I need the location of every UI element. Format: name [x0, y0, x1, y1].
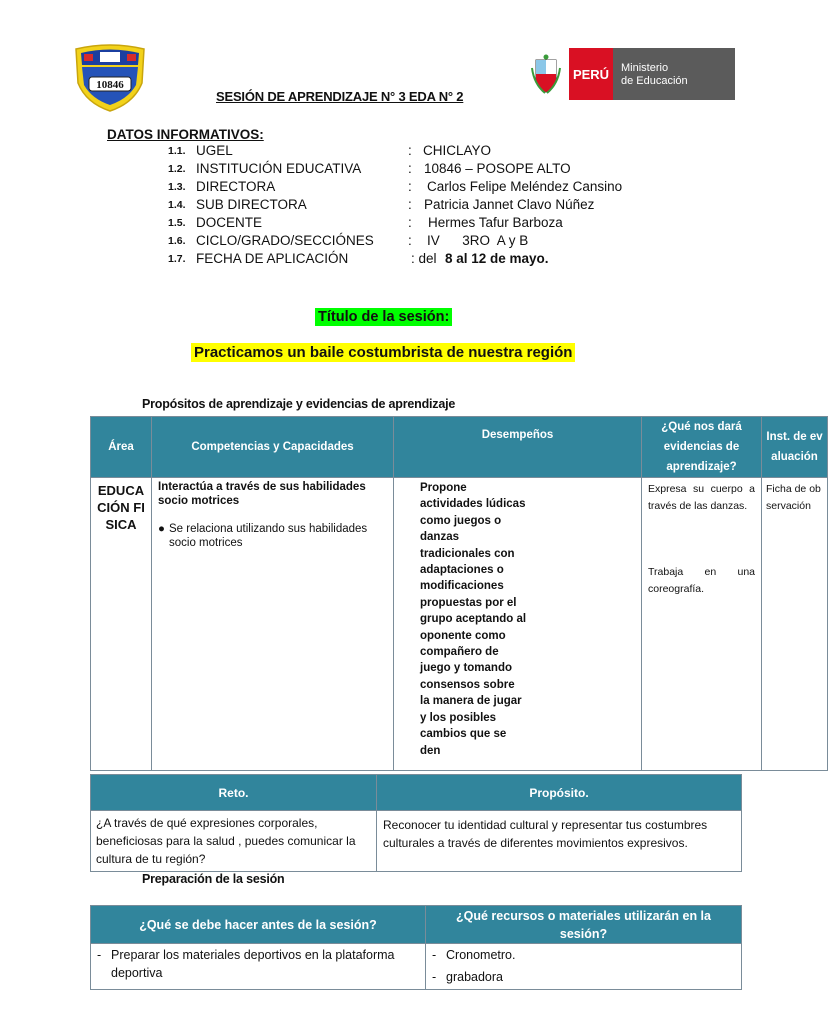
ministerio-line2: de Educación: [621, 75, 688, 87]
capacidad-item: [158, 522, 387, 550]
ministerio-line1: Ministerio: [621, 62, 669, 74]
ministerio-logo: [529, 48, 735, 100]
desempeno-line: den: [420, 744, 441, 757]
preparacion-label: Preparación de la sesión: [142, 872, 285, 886]
recurso-item: - grabadora: [432, 970, 503, 984]
info-label: SUB DIRECTORA: [196, 197, 307, 212]
info-num: 1.2.: [168, 163, 186, 175]
antes-cell: [91, 944, 426, 990]
proposito-header: Propósito.: [377, 775, 742, 811]
reto-table: [90, 774, 742, 872]
recursos-cell: [426, 944, 742, 990]
desempeno-line: juego y tomando: [420, 662, 512, 675]
desempeno-line: cambios que se: [420, 728, 507, 741]
info-value: Patricia Jannet Clavo Núñez: [424, 197, 595, 212]
capacidad-text: Se relaciona utilizando sus habilidades socio motrices: [169, 523, 368, 549]
competencia-cell: [152, 478, 394, 771]
school-logo: [72, 43, 148, 113]
info-colon: :: [408, 197, 412, 212]
info-value: Carlos Felipe Meléndez Cansino: [427, 179, 623, 194]
recurso-item-text: grabadora: [446, 970, 503, 984]
ministerio-name: [613, 48, 735, 100]
info-label: UGEL: [196, 143, 233, 158]
header-desempenos: Desempeños: [394, 417, 642, 478]
desempeno-cell: [394, 478, 642, 771]
info-colon: :: [408, 143, 412, 158]
peru-coat-of-arms-icon: [529, 48, 563, 100]
desempeno-line: consensos sobre: [420, 678, 515, 691]
desempeno-line: modificaciones: [420, 580, 504, 593]
antes-item: - Preparar los materiales deportivos en la plataforma deportiva: [97, 946, 419, 982]
antes-header: ¿Qué se debe hacer antes de la sesión?: [91, 906, 426, 944]
info-colon: :: [408, 161, 412, 176]
info-num: 1.7.: [168, 253, 186, 265]
session-title-label: Título de la sesión:: [315, 308, 452, 326]
info-value: 10846 – POSOPE ALTO: [424, 161, 571, 176]
desempeno-line: danzas: [420, 531, 459, 544]
instrumento-cell: Ficha de observación: [762, 478, 828, 771]
header-area: Área: [91, 417, 152, 478]
info-colon: :: [408, 233, 412, 248]
info-label: CICLO/GRADO/SECCIÓNES: [196, 233, 374, 248]
desempeno-line: adaptaciones o: [420, 564, 504, 577]
desempeno-line: y los posibles: [420, 711, 497, 724]
evidencia-2: Trabaja en una coreografía.: [648, 566, 755, 595]
desempeno-line: como juegos o: [420, 514, 502, 527]
propositos-table: [90, 416, 828, 771]
antes-item-text: Preparar los materiales deportivos en la plataforma deportiva: [111, 948, 395, 980]
info-num: 1.3.: [168, 181, 186, 193]
peru-label: PERÚ: [569, 48, 613, 100]
header-evidencias: ¿Qué nos dará evidencias de aprendizaje?: [642, 417, 762, 478]
info-colon: : del: [411, 251, 437, 266]
evidencias-cell: [642, 478, 762, 771]
datos-heading: DATOS INFORMATIVOS:: [107, 127, 264, 142]
recurso-item: - Cronometro.: [432, 948, 516, 962]
desempeno-line: la manera de jugar: [420, 695, 522, 708]
info-value: Hermes Tafur Barboza: [428, 215, 563, 230]
school-number: 10846: [96, 79, 124, 91]
header-competencias: Competencias y Capacidades: [152, 417, 394, 478]
info-label: INSTITUCIÓN EDUCATIVA: [196, 161, 362, 176]
info-label: DOCENTE: [196, 215, 263, 230]
info-num: 1.1.: [168, 145, 186, 157]
recursos-header: ¿Qué recursos o materiales utilizarán en la sesión?: [426, 906, 742, 944]
reto-text: ¿A través de qué expresiones corporales, beneficiosas para la salud , puedes comunicar la cultura de tu región?: [91, 811, 377, 872]
page-title: SESIÓN DE APRENDIZAJE N° 3 EDA N° 2: [216, 89, 464, 104]
preparacion-table: [90, 905, 742, 990]
header-instrumento: Inst. de evaluación: [762, 417, 828, 478]
info-colon: :: [408, 215, 412, 230]
evidencia-1: Expresa su cuerpo a través de las danzas.: [648, 483, 755, 512]
info-num: 1.4.: [168, 199, 186, 211]
desempeno-line: propuestas por el: [420, 596, 517, 609]
session-title: Practicamos un baile costumbrista de nuestra región: [191, 343, 575, 362]
bullet-icon: ●: [158, 523, 165, 535]
info-label: DIRECTORA: [196, 179, 276, 194]
info-value: CHICLAYO: [423, 143, 492, 158]
info-colon: :: [408, 179, 412, 194]
info-value: 8 al 12 de mayo.: [445, 251, 549, 266]
info-num: 1.5.: [168, 217, 186, 229]
desempeno-line: compañero de: [420, 646, 499, 659]
competencia-text: Interactúa a través de sus habilidades socio motrices: [158, 481, 366, 507]
recurso-item-text: Cronometro.: [446, 948, 516, 962]
desempeno-line: oponente como: [420, 629, 506, 642]
info-value: IV 3RO A y B: [427, 233, 529, 248]
desempeno-line: actividades lúdicas: [420, 498, 526, 511]
info-label: FECHA DE APLICACIÓN: [196, 251, 349, 266]
desempeno-line: tradicionales con: [420, 547, 515, 560]
proposito-text: Reconocer tu identidad cultural y representar tus costumbres culturales a través de diferentes movimientos expresivos.: [377, 811, 742, 872]
desempeno-line: grupo aceptando al: [420, 613, 527, 626]
desempeno-line: Propone: [420, 482, 467, 494]
info-num: 1.6.: [168, 235, 186, 247]
propositos-label: Propósitos de aprendizaje y evidencias de aprendizaje: [142, 397, 456, 411]
reto-header: Reto.: [91, 775, 377, 811]
area-cell: EDUCACIÓN FISICA: [91, 478, 152, 771]
